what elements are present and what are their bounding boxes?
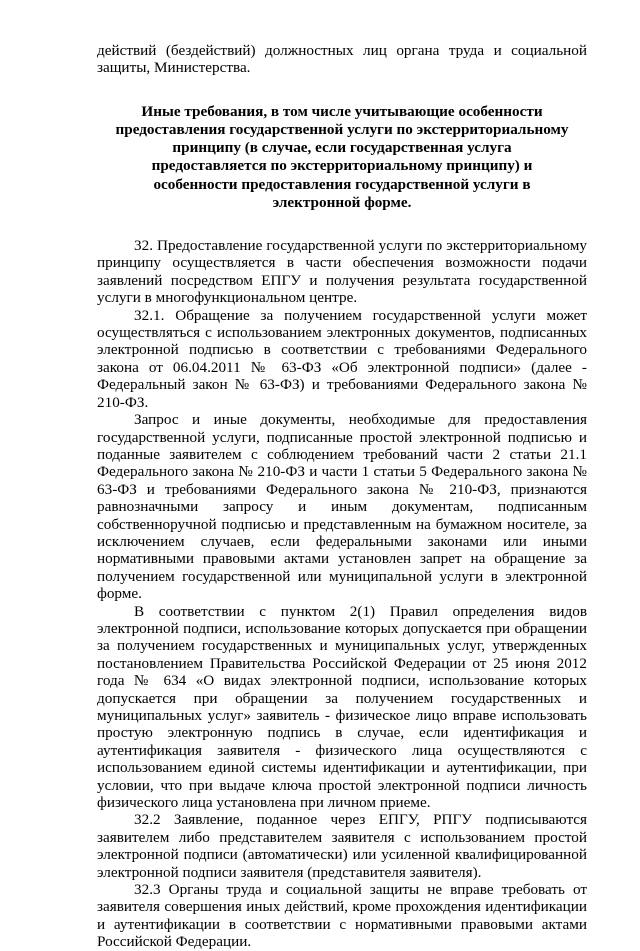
intro-paragraph: действий (бездействий) должностных лиц органа труда и социальной защиты, Министерства. — [97, 42, 587, 77]
paragraph-32-2: 32.2 Заявление, поданное через ЕПГУ, РПГУ подписываются заявителем либо представителем заявителя с использованием простой электронной подписи (автоматически) или усиленной квалифицированной электронной подписи заявителя (представителя заявителя). — [97, 811, 587, 881]
section-body — [97, 237, 587, 951]
paragraph-32-1: 32.1. Обращение за получением государственной услуги может осуществляться с использованием электронных документов, подписанных электронной подписью в соответствии с требованиями Федерального закона от 06.04.2011 № 63-ФЗ «Об электронной подписи» (далее - Федеральный закон № 63-ФЗ) и требованиями Федерального закона № 210-ФЗ. — [97, 306, 587, 411]
paragraph-signature-rules: В соответствии с пунктом 2(1) Правил определения видов электронной подписи, использование которых допускается при обращении за получением государственных и муниципальных услуг, утвержденных постановлением Правительства Российской Федерации от 25 июня 2012 года № 634 «О видах электронной подписи, использование которых допускается при обращении за получением государственных и муниципальных услуг» заявитель - физическое лицо вправе использовать простую электронную подпись в случае, если идентификация и аутентификация заявителя - физического лица осуществляются с использованием единой системы идентификации и аутентификации, при условии, что при выдаче ключа простой электронной подписи личность физического лица установлена при личном приеме. — [97, 602, 587, 812]
paragraph-request-documents: Запрос и иные документы, необходимые для предоставления государственной услуги, подписанные простой электронной подписью и поданные заявителем с соблюдением требований части 2 статьи 21.1 Федерального закона № 210-ФЗ и части 1 статьи 5 Федерального закона № 63-ФЗ и требованиями Федерального закона № 210-ФЗ, признаются равнозначными запросу и иным документам, подписанным собственноручной подписью и представленным на бумажном носителе, за исключением случаев, если федеральными законами или иными нормативными правовыми актами установлен запрет на обращение за получением государственной или муниципальной услуги в электронной форме. — [97, 411, 587, 603]
paragraph-32: 32. Предоставление государственной услуги по экстерриториальному принципу осуществляется в части обеспечения возможности подачи заявлений посредством ЕПГУ и получения результата государственной услуги в многофункциональном центре. — [97, 237, 587, 307]
paragraph-32-3: 32.3 Органы труда и социальной защиты не вправе требовать от заявителя совершения иных действий, кроме прохождения идентификации и аутентификации в соответствии с нормативными правовыми актами Российской Федерации. — [97, 881, 587, 951]
document-page — [97, 42, 587, 951]
section-heading: Иные требования, в том числе учитывающие особенности предоставления государственной услуги по экстерриториальному принципу (в случае, если государственная услуга предоставляется по экстерриториальному принципу) и особенности предоставления государственной услуги в электронной форме. — [115, 102, 569, 211]
